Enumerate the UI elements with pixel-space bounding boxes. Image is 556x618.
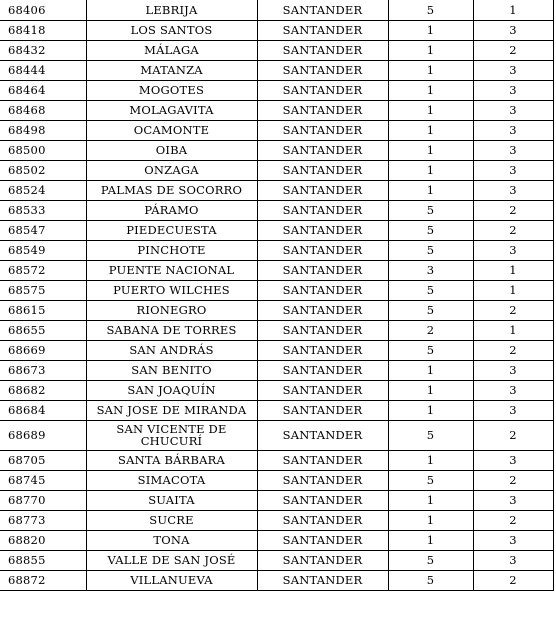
table-row: [0, 490, 553, 510]
cell-value-2: 2: [473, 570, 553, 590]
cell-value-2: 3: [473, 450, 553, 470]
cell-value-2: 3: [473, 160, 553, 180]
cell-department: SANTANDER: [257, 260, 388, 280]
cell-value-2: 1: [473, 260, 553, 280]
cell-value-2: 3: [473, 490, 553, 510]
cell-value-1: 5: [388, 200, 473, 220]
cell-code: 68689: [0, 420, 86, 450]
cell-municipality: MOLAGAVITA: [86, 100, 257, 120]
cell-department: SANTANDER: [257, 120, 388, 140]
cell-value-2: 2: [473, 340, 553, 360]
cell-code: 68533: [0, 200, 86, 220]
cell-department: SANTANDER: [257, 100, 388, 120]
cell-municipality: VALLE DE SAN JOSÉ: [86, 550, 257, 570]
cell-department: SANTANDER: [257, 300, 388, 320]
cell-code: 68615: [0, 300, 86, 320]
cell-municipality: MATANZA: [86, 60, 257, 80]
cell-code: 68773: [0, 510, 86, 530]
cell-value-2: 3: [473, 120, 553, 140]
cell-value-1: 1: [388, 380, 473, 400]
cell-department: SANTANDER: [257, 340, 388, 360]
table-row: [0, 320, 553, 340]
cell-value-2: 2: [473, 200, 553, 220]
cell-code: 68498: [0, 120, 86, 140]
table-row: [0, 20, 553, 40]
cell-value-2: 3: [473, 400, 553, 420]
cell-code: 68549: [0, 240, 86, 260]
cell-code: 68855: [0, 550, 86, 570]
cell-value-2: 3: [473, 550, 553, 570]
cell-code: 68406: [0, 0, 86, 20]
cell-municipality: VILLANUEVA: [86, 570, 257, 590]
cell-department: SANTANDER: [257, 160, 388, 180]
cell-code: 68547: [0, 220, 86, 240]
cell-code: 68820: [0, 530, 86, 550]
cell-municipality: PINCHOTE: [86, 240, 257, 260]
cell-value-2: 2: [473, 300, 553, 320]
cell-value-1: 5: [388, 220, 473, 240]
table-row: [0, 470, 553, 490]
cell-code: 68705: [0, 450, 86, 470]
cell-code: 68444: [0, 60, 86, 80]
cell-code: 68770: [0, 490, 86, 510]
cell-value-2: 3: [473, 100, 553, 120]
cell-department: SANTANDER: [257, 380, 388, 400]
cell-value-1: 5: [388, 550, 473, 570]
cell-value-2: 3: [473, 20, 553, 40]
table-row: [0, 220, 553, 240]
cell-code: 68500: [0, 140, 86, 160]
cell-municipality: PALMAS DE SOCORRO: [86, 180, 257, 200]
cell-value-1: 1: [388, 180, 473, 200]
cell-code: 68669: [0, 340, 86, 360]
cell-code: 68418: [0, 20, 86, 40]
cell-department: SANTANDER: [257, 0, 388, 20]
cell-department: SANTANDER: [257, 20, 388, 40]
cell-department: SANTANDER: [257, 570, 388, 590]
cell-value-1: 5: [388, 300, 473, 320]
cell-value-1: 2: [388, 320, 473, 340]
cell-municipality: PÁRAMO: [86, 200, 257, 220]
cell-department: SANTANDER: [257, 510, 388, 530]
cell-code: 68575: [0, 280, 86, 300]
cell-value-2: 3: [473, 60, 553, 80]
cell-value-2: 3: [473, 80, 553, 100]
cell-value-2: 2: [473, 220, 553, 240]
cell-municipality: LOS SANTOS: [86, 20, 257, 40]
cell-municipality: SIMACOTA: [86, 470, 257, 490]
cell-municipality: MOGOTES: [86, 80, 257, 100]
cell-value-1: 1: [388, 40, 473, 60]
cell-department: SANTANDER: [257, 400, 388, 420]
table-row: [0, 570, 553, 590]
cell-value-1: 1: [388, 450, 473, 470]
table-row: [0, 550, 553, 570]
cell-code: 68684: [0, 400, 86, 420]
cell-value-1: 5: [388, 420, 473, 450]
cell-value-1: 5: [388, 340, 473, 360]
cell-municipality: LEBRIJA: [86, 0, 257, 20]
cell-value-2: 3: [473, 240, 553, 260]
table-row: [0, 260, 553, 280]
cell-value-1: 1: [388, 20, 473, 40]
cell-municipality: SAN JOSE DE MIRANDA: [86, 400, 257, 420]
cell-department: SANTANDER: [257, 40, 388, 60]
table-row: [0, 510, 553, 530]
table-row: [0, 80, 553, 100]
cell-municipality: OIBA: [86, 140, 257, 160]
table-row: [0, 140, 553, 160]
cell-value-1: 1: [388, 510, 473, 530]
table-row: [0, 280, 553, 300]
cell-value-2: 2: [473, 510, 553, 530]
cell-department: SANTANDER: [257, 320, 388, 340]
table-row: [0, 60, 553, 80]
cell-municipality: RIONEGRO: [86, 300, 257, 320]
cell-department: SANTANDER: [257, 140, 388, 160]
cell-code: 68745: [0, 470, 86, 490]
cell-value-1: 1: [388, 490, 473, 510]
cell-value-1: 1: [388, 160, 473, 180]
cell-municipality: PUERTO WILCHES: [86, 280, 257, 300]
cell-department: SANTANDER: [257, 200, 388, 220]
cell-value-1: 5: [388, 0, 473, 20]
cell-code: 68502: [0, 160, 86, 180]
cell-value-1: 5: [388, 280, 473, 300]
cell-value-1: 1: [388, 60, 473, 80]
cell-code: 68464: [0, 80, 86, 100]
cell-municipality: SUAITA: [86, 490, 257, 510]
cell-department: SANTANDER: [257, 550, 388, 570]
table-row: [0, 0, 553, 20]
cell-municipality: TONA: [86, 530, 257, 550]
table-row: [0, 450, 553, 470]
cell-value-2: 3: [473, 360, 553, 380]
cell-department: SANTANDER: [257, 180, 388, 200]
cell-department: SANTANDER: [257, 280, 388, 300]
cell-value-2: 2: [473, 40, 553, 60]
cell-department: SANTANDER: [257, 240, 388, 260]
table-row: [0, 360, 553, 380]
cell-code: 68655: [0, 320, 86, 340]
cell-code: 68572: [0, 260, 86, 280]
cell-department: SANTANDER: [257, 220, 388, 240]
table-row: [0, 100, 553, 120]
table-row: [0, 40, 553, 60]
cell-department: SANTANDER: [257, 60, 388, 80]
cell-department: SANTANDER: [257, 360, 388, 380]
cell-value-1: 1: [388, 400, 473, 420]
cell-value-1: 5: [388, 470, 473, 490]
cell-municipality: SANTA BÁRBARA: [86, 450, 257, 470]
table-row: [0, 200, 553, 220]
cell-value-2: 1: [473, 0, 553, 20]
cell-code: 68872: [0, 570, 86, 590]
cell-code: 68682: [0, 380, 86, 400]
table-row: [0, 300, 553, 320]
cell-municipality: SAN ANDRÁS: [86, 340, 257, 360]
cell-value-1: 1: [388, 140, 473, 160]
table-row: [0, 180, 553, 200]
table-row: [0, 240, 553, 260]
cell-value-2: 2: [473, 420, 553, 450]
cell-municipality: OCAMONTE: [86, 120, 257, 140]
cell-department: SANTANDER: [257, 450, 388, 470]
cell-value-2: 3: [473, 530, 553, 550]
cell-code: 68468: [0, 100, 86, 120]
cell-value-1: 3: [388, 260, 473, 280]
cell-municipality: PUENTE NACIONAL: [86, 260, 257, 280]
cell-municipality: SUCRE: [86, 510, 257, 530]
cell-value-2: 1: [473, 280, 553, 300]
cell-code: 68524: [0, 180, 86, 200]
table-row: [0, 160, 553, 180]
cell-value-1: 5: [388, 240, 473, 260]
cell-department: SANTANDER: [257, 490, 388, 510]
cell-value-2: 3: [473, 180, 553, 200]
cell-value-1: 1: [388, 100, 473, 120]
cell-municipality: MÁLAGA: [86, 40, 257, 60]
table-row: [0, 120, 553, 140]
cell-department: SANTANDER: [257, 470, 388, 490]
cell-municipality: SAN VICENTE DE CHUCURÍ: [86, 420, 257, 450]
cell-value-2: 2: [473, 470, 553, 490]
cell-value-2: 3: [473, 140, 553, 160]
table-row: [0, 380, 553, 400]
cell-municipality: PIEDECUESTA: [86, 220, 257, 240]
cell-value-2: 1: [473, 320, 553, 340]
table-row: [0, 400, 553, 420]
table-row: [0, 420, 553, 450]
cell-value-2: 3: [473, 380, 553, 400]
cell-department: SANTANDER: [257, 420, 388, 450]
table-row: [0, 530, 553, 550]
table-row: [0, 340, 553, 360]
cell-value-1: 1: [388, 120, 473, 140]
cell-municipality: SABANA DE TORRES: [86, 320, 257, 340]
cell-municipality: SAN JOAQUÍN: [86, 380, 257, 400]
cell-value-1: 1: [388, 80, 473, 100]
cell-value-1: 1: [388, 360, 473, 380]
cell-value-1: 1: [388, 530, 473, 550]
cell-department: SANTANDER: [257, 80, 388, 100]
cell-value-1: 5: [388, 570, 473, 590]
cell-code: 68432: [0, 40, 86, 60]
cell-municipality: ONZAGA: [86, 160, 257, 180]
cell-municipality: SAN BENITO: [86, 360, 257, 380]
cell-department: SANTANDER: [257, 530, 388, 550]
cell-code: 68673: [0, 360, 86, 380]
